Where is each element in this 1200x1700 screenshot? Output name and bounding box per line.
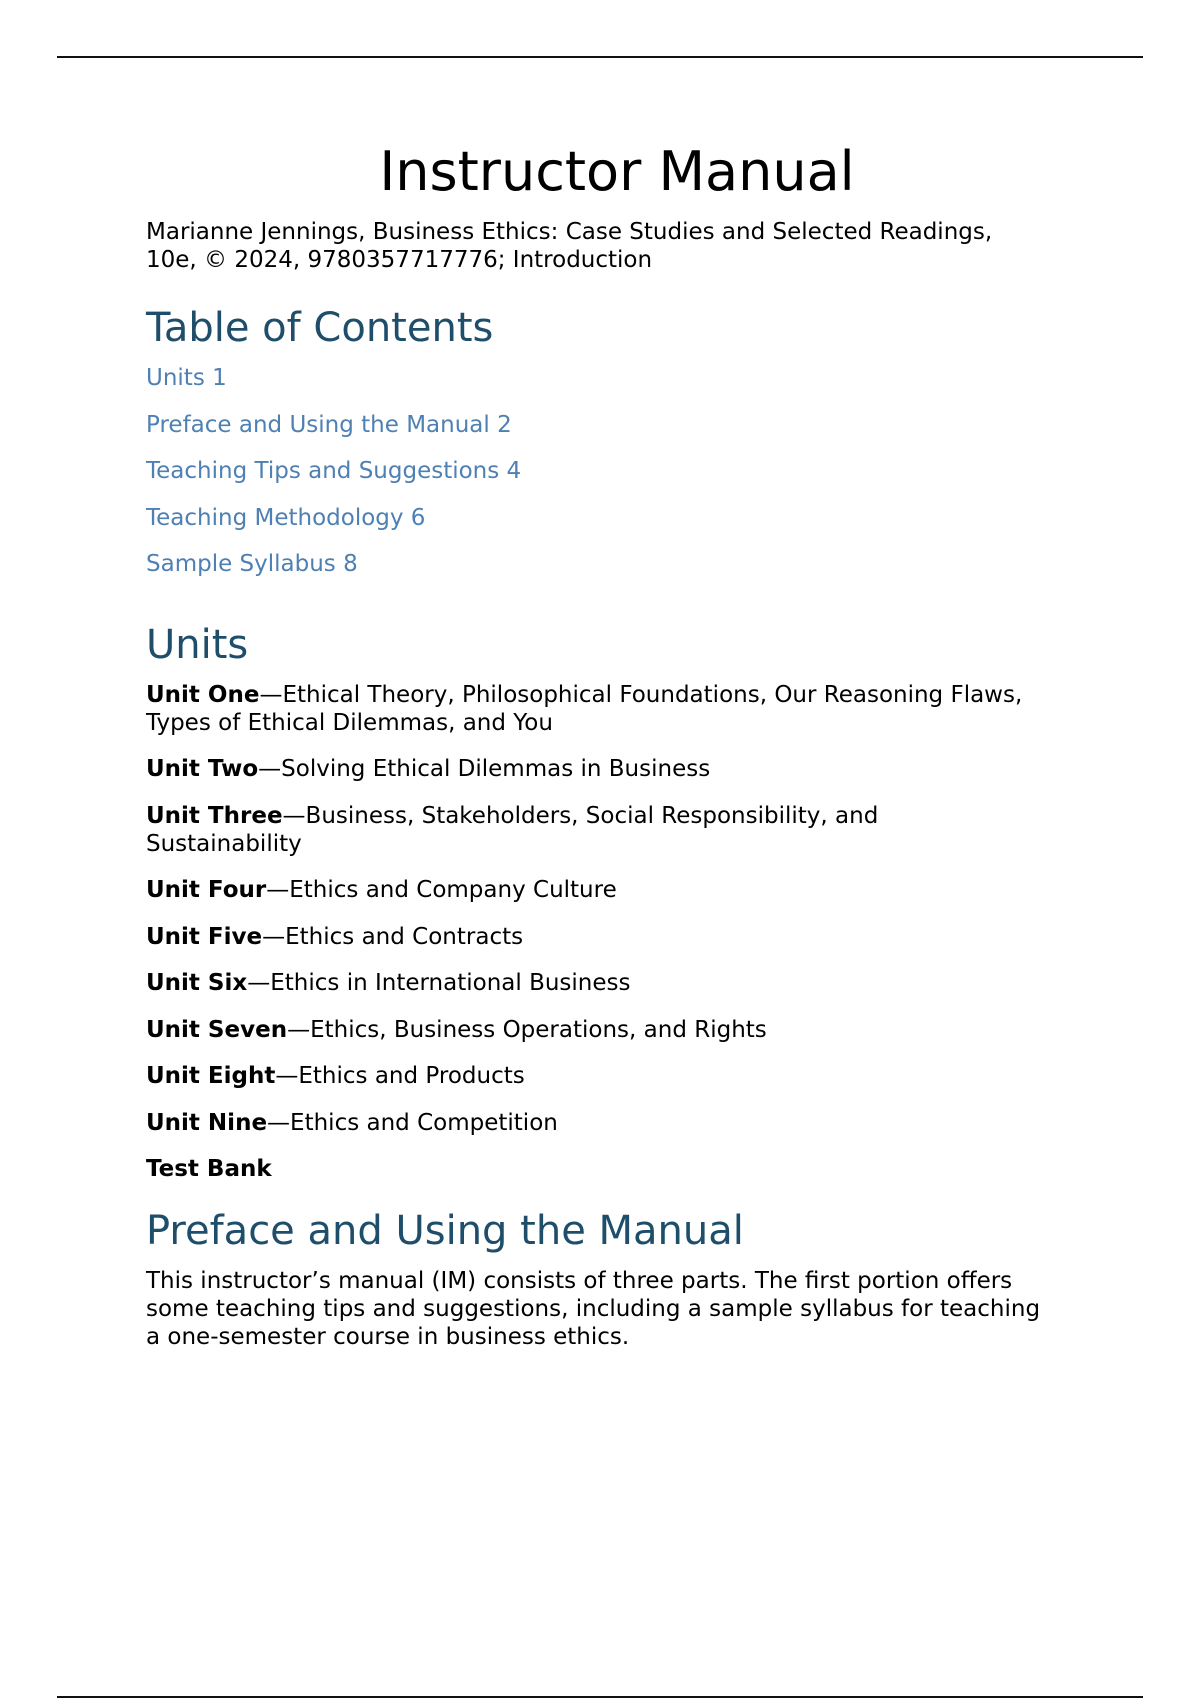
unit-item bbox=[146, 1109, 1106, 1137]
preface-heading: Preface and Using the Manual bbox=[146, 1208, 744, 1254]
toc-item bbox=[146, 504, 1106, 551]
unit-desc: —Ethics and Products bbox=[275, 1063, 525, 1089]
unit-name: Unit Three bbox=[146, 802, 283, 829]
units-list bbox=[146, 681, 1106, 1184]
unit-item bbox=[146, 969, 1106, 997]
document-body bbox=[146, 140, 1106, 1351]
units-heading: Units bbox=[146, 621, 249, 668]
document-title: Instructor Manual bbox=[379, 140, 855, 203]
toc-item bbox=[146, 411, 1106, 458]
unit-item bbox=[146, 802, 1106, 858]
citation-line-2: 10e, © 2024, 9780357717776; Introduction bbox=[146, 247, 653, 273]
toc-item bbox=[146, 550, 1106, 597]
citation-line-1: Marianne Jennings, Business Ethics: Case Studies and Selected Readings, bbox=[146, 219, 993, 245]
unit-name: Unit Eight bbox=[146, 1063, 276, 1089]
toc-heading: Table of Contents bbox=[146, 305, 494, 351]
unit-name: Unit Six bbox=[146, 970, 248, 996]
bottom-rule bbox=[57, 1696, 1143, 1698]
unit-name: Unit Five bbox=[146, 923, 263, 950]
unit-desc: —Ethics in International Business bbox=[247, 970, 631, 996]
unit-item bbox=[146, 923, 1106, 951]
preface-line-2: some teaching tips and suggestions, including a sample syllabus for teaching bbox=[146, 1296, 1041, 1322]
toc-link-sample-syllabus[interactable]: Sample Syllabus 8 bbox=[146, 551, 358, 577]
preface-line-1: This instructor’s manual (IM) consists of three parts. The first portion offers bbox=[146, 1268, 1013, 1294]
top-rule bbox=[57, 56, 1143, 58]
preface-paragraph bbox=[146, 1267, 1106, 1351]
toc-link-teaching-methodology[interactable]: Teaching Methodology 6 bbox=[146, 504, 426, 531]
unit-item bbox=[146, 1016, 1106, 1044]
unit-desc: —Ethics and Competition bbox=[267, 1109, 558, 1136]
unit-name: Test Bank bbox=[146, 1156, 272, 1182]
toc-link-preface[interactable]: Preface and Using the Manual 2 bbox=[146, 411, 512, 438]
unit-item bbox=[146, 1155, 1106, 1183]
unit-desc: —Ethics, Business Operations, and Rights bbox=[287, 1016, 767, 1043]
unit-desc: —Ethical Theory, Philosophical Foundations, Our Reasoning Flaws, bbox=[259, 681, 1023, 708]
unit-desc: —Solving Ethical Dilemmas in Business bbox=[258, 756, 711, 782]
preface-line-3: a one-semester course in business ethics. bbox=[146, 1324, 630, 1350]
unit-name: Unit Nine bbox=[146, 1109, 268, 1136]
toc-item bbox=[146, 457, 1106, 504]
unit-desc: —Business, Stakeholders, Social Responsibility, and bbox=[282, 802, 879, 829]
unit-name: Unit Seven bbox=[146, 1016, 288, 1043]
unit-desc-cont: Types of Ethical Dilemmas, and You bbox=[146, 709, 553, 736]
toc-link-teaching-tips[interactable]: Teaching Tips and Suggestions 4 bbox=[146, 458, 522, 484]
unit-item bbox=[146, 876, 1106, 904]
unit-desc: —Ethics and Contracts bbox=[262, 923, 524, 950]
citation bbox=[146, 218, 1106, 274]
unit-name: Unit Two bbox=[146, 756, 259, 782]
unit-item bbox=[146, 1062, 1106, 1090]
unit-item bbox=[146, 755, 1106, 783]
unit-item bbox=[146, 681, 1106, 737]
toc-item bbox=[146, 364, 1106, 411]
toc-link-units[interactable]: Units 1 bbox=[146, 365, 227, 391]
unit-name: Unit One bbox=[146, 681, 260, 708]
toc-list bbox=[146, 364, 1106, 597]
unit-name: Unit Four bbox=[146, 877, 267, 903]
unit-desc: —Ethics and Company Culture bbox=[266, 877, 617, 903]
unit-desc-cont: Sustainability bbox=[146, 830, 302, 857]
